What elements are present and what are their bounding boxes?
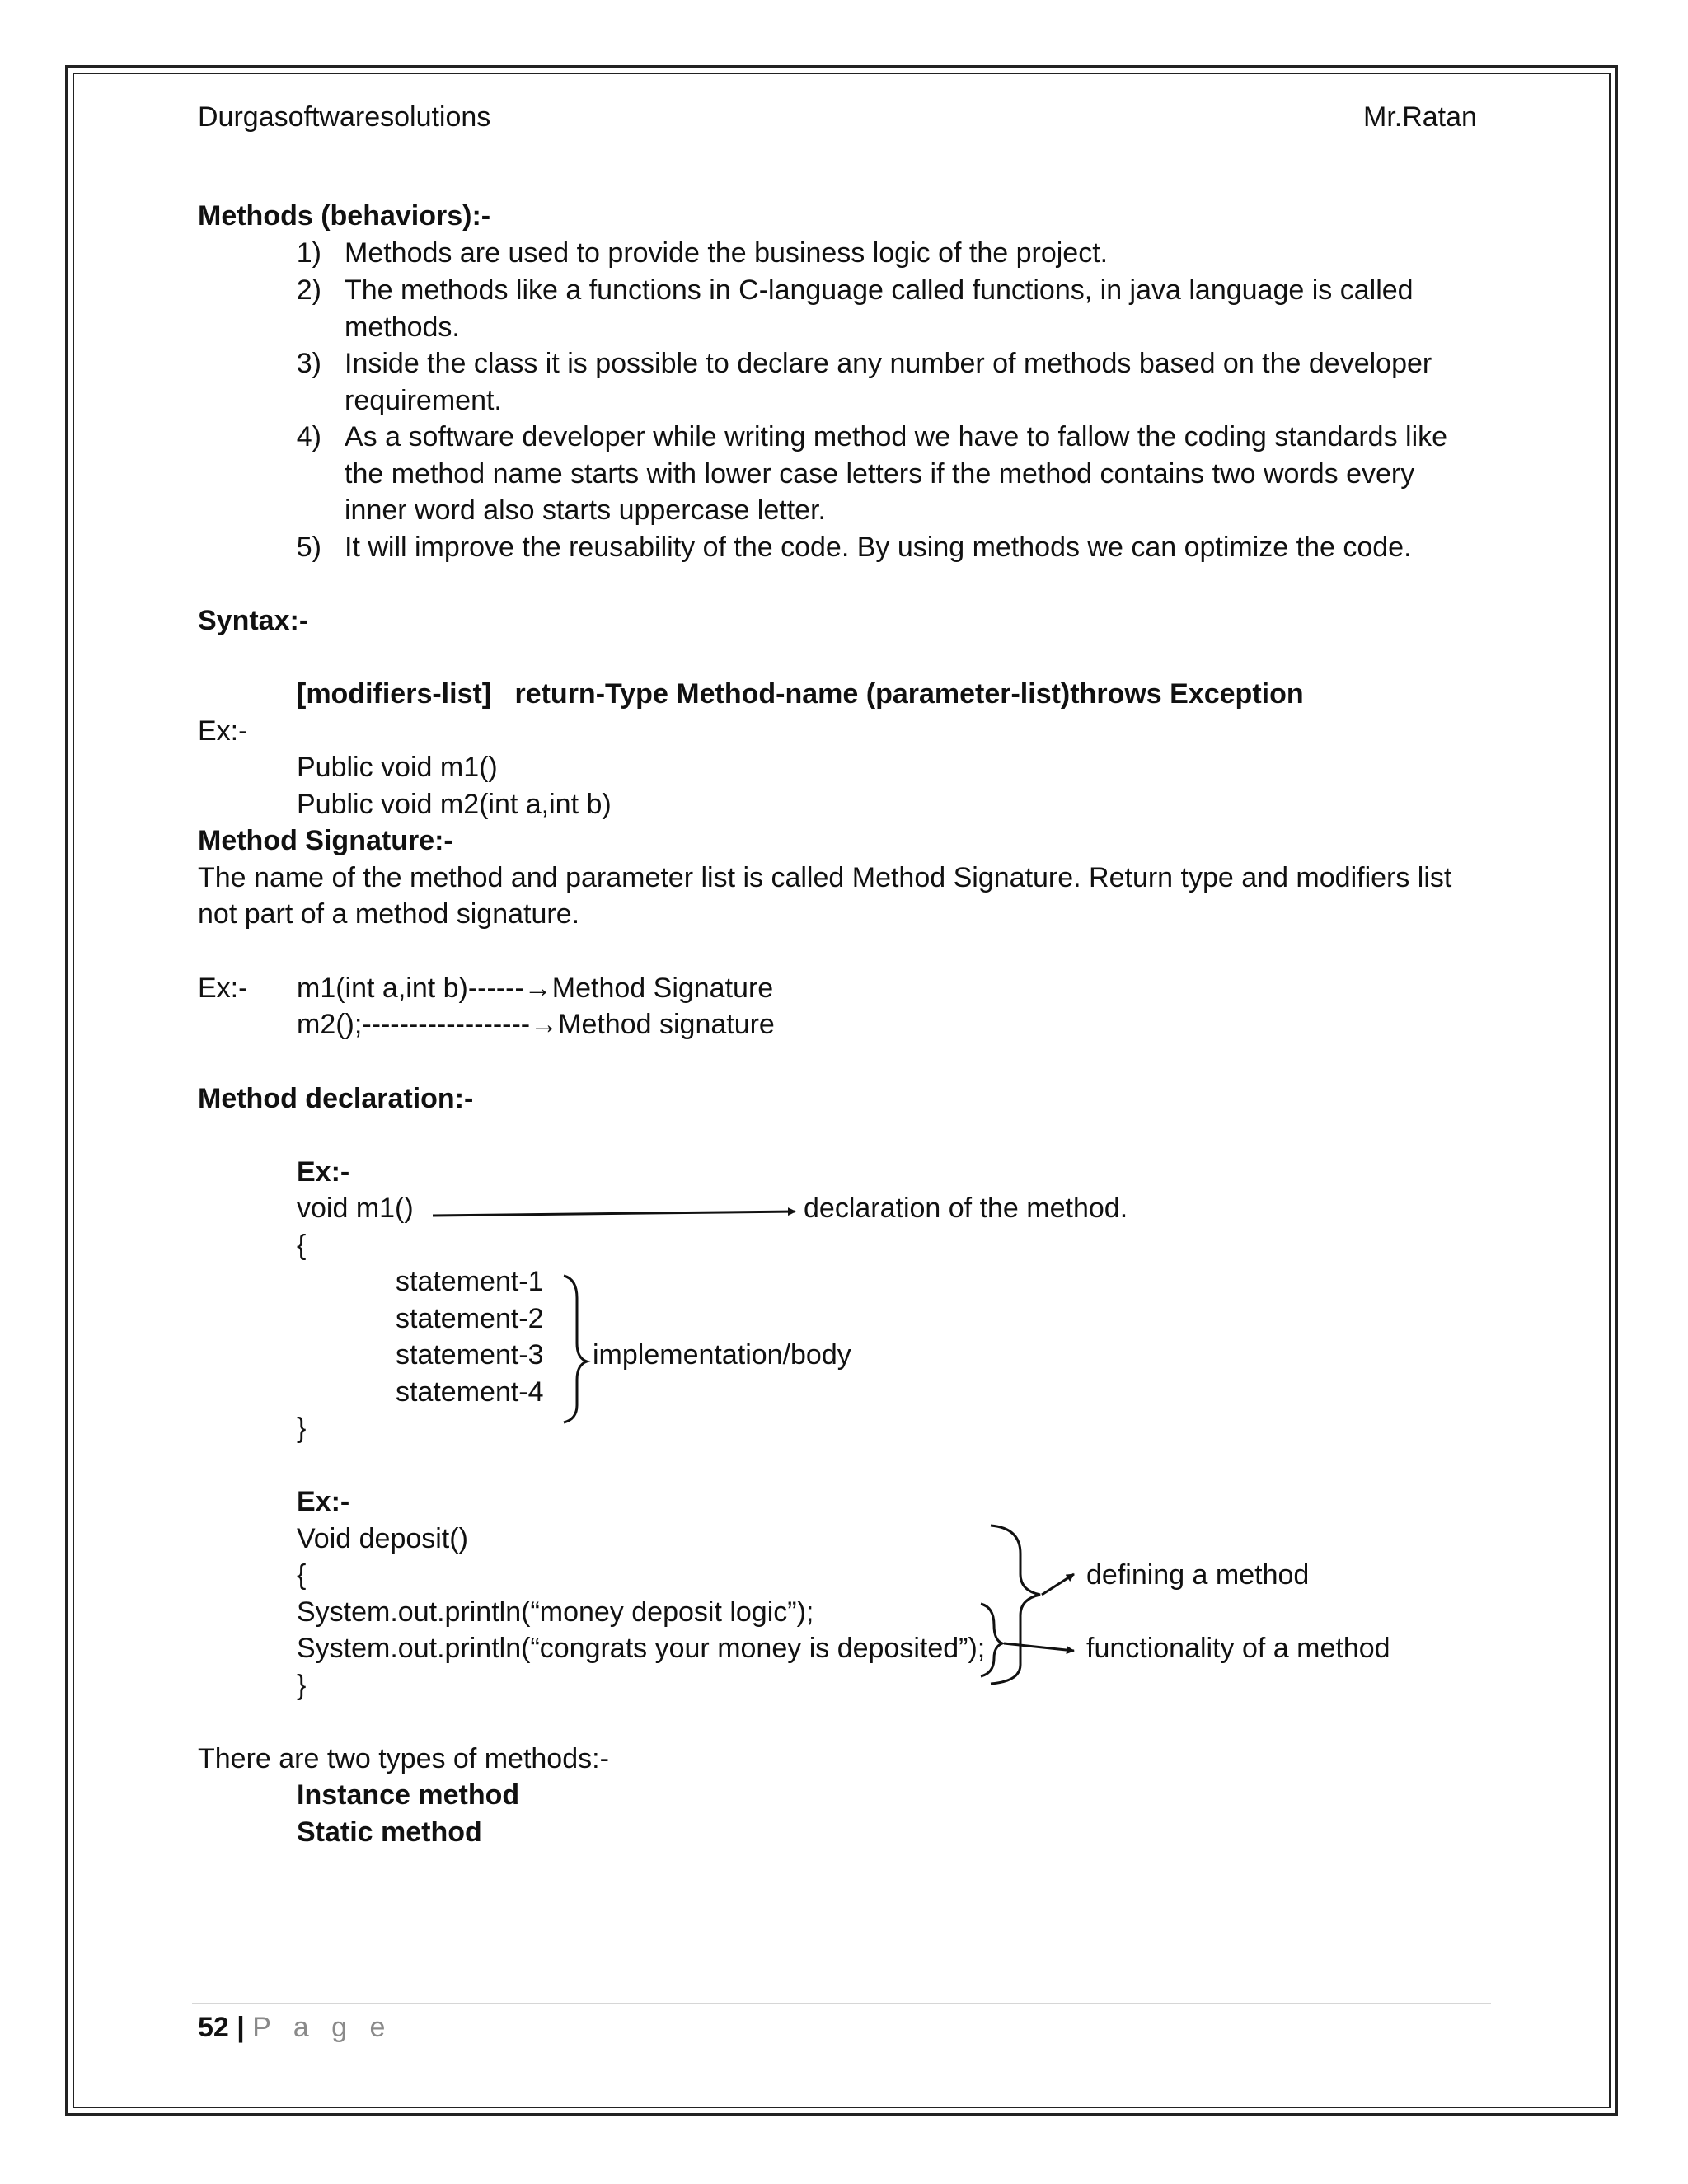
code-line: System.out.println(“money deposit logic”); [297, 1596, 814, 1628]
declaration-ex-label: Ex:- [297, 1486, 350, 1517]
code-line: } [297, 1670, 307, 1701]
list-item: The methods like a functions in C-language called functions, in java language is called methods. [345, 274, 1414, 343]
code-statement: statement-1 [396, 1266, 544, 1297]
code-statement: statement-2 [396, 1303, 544, 1334]
signature-example: m2();------------------→Method signature [297, 1009, 775, 1040]
methods-heading: Methods (behaviors):- [198, 200, 491, 232]
list-number: 2) [296, 274, 321, 306]
signature-heading: Method Signature:- [198, 825, 453, 856]
code-line: void m1() [297, 1193, 414, 1224]
list-item: It will improve the reusability of the code. By using methods we can optimize the code. [345, 532, 1412, 563]
annotation-defining: defining a method [1086, 1559, 1310, 1591]
brace-label: implementation/body [593, 1339, 851, 1371]
types-item: Instance method [297, 1779, 520, 1811]
declaration-ex-label: Ex:- [297, 1156, 350, 1188]
footer-divider [192, 2003, 1491, 2004]
code-statement: statement-4 [396, 1376, 544, 1408]
page-number: 52 [198, 2012, 229, 2043]
syntax-line: [modifiers-list] return-Type Method-name (parameter-list)throws Exception [297, 678, 1304, 710]
list-item: Inside the class it is possible to declare any number of methods based on the developer requirement. [345, 348, 1432, 416]
page-separator: | [237, 2012, 245, 2043]
code-statement: statement-3 [396, 1339, 544, 1371]
types-intro: There are two types of methods:- [198, 1743, 609, 1774]
list-number: 3) [296, 348, 321, 379]
types-item: Static method [297, 1816, 482, 1848]
signature-paragraph: The name of the method and parameter list is called Method Signature. Return type and modifiers list [198, 862, 1452, 893]
syntax-example: Public void m2(int a,int b) [297, 789, 612, 820]
list-number: 4) [296, 421, 321, 452]
header-right: Mr.Ratan [1363, 101, 1477, 133]
syntax-ex-label: Ex:- [198, 715, 248, 747]
footer [198, 2009, 392, 2046]
list-item: Methods are used to provide the business logic of the project. [345, 237, 1109, 269]
syntax-example: Public void m1() [297, 752, 498, 783]
list-number: 5) [296, 532, 321, 563]
signature-paragraph: not part of a method signature. [198, 898, 580, 930]
code-line: { [297, 1230, 307, 1261]
code-line: { [297, 1559, 307, 1591]
list-item: As a software developer while writing method we have to fallow the coding standards like the method name starts with lower case letters if the method contains two words every inner word also starts uppercase letter. [345, 421, 1448, 526]
syntax-heading: Syntax:- [198, 605, 309, 636]
signature-example: m1(int a,int b)------→Method Signature [297, 972, 774, 1004]
list-number: 1) [296, 237, 321, 269]
signature-ex-label: Ex:- [198, 972, 248, 1004]
header-left: Durgasoftwaresolutions [198, 101, 491, 133]
page-word: P a g e [252, 2012, 393, 2043]
code-line: System.out.println(“congrats your money is deposited”); [297, 1633, 986, 1664]
declaration-annotation: declaration of the method. [804, 1193, 1128, 1224]
code-line: Void deposit() [297, 1523, 468, 1554]
code-line: } [297, 1413, 307, 1444]
declaration-heading: Method declaration:- [198, 1083, 474, 1114]
annotation-functionality: functionality of a method [1086, 1633, 1390, 1664]
